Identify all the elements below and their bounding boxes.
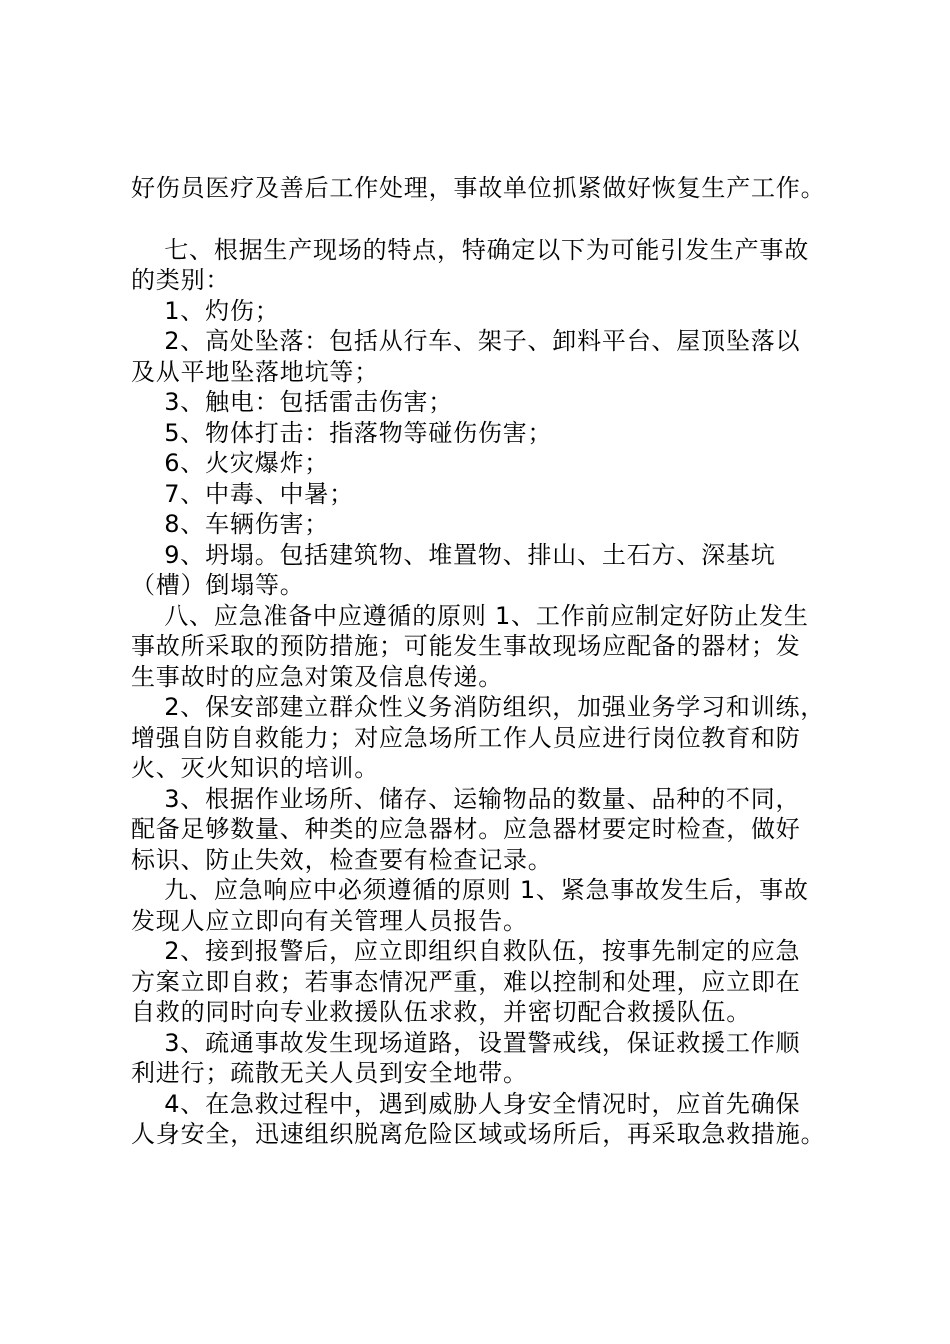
text-line: 6、火灾爆炸；: [131, 449, 330, 477]
text-line: 火、灭火知识的培训。: [131, 754, 379, 782]
text-line: 方案立即自救；若事态情况严重，难以控制和处理，应立即在: [131, 967, 801, 996]
text-line: 3、根据作业场所、储存、运输物品的数量、品种的不同，: [131, 784, 801, 813]
text-line: 的类别：: [131, 266, 231, 294]
text-line: 七、根据生产现场的特点，特确定以下为可能引发生产事故: [131, 235, 810, 264]
text-line: 事故所采取的预防措施；可能发生事故现场应配备的器材；发: [131, 632, 801, 660]
text-line: 3、疏通事故发生现场道路，设置警戒线，保证救援工作顺: [131, 1028, 801, 1057]
text-line: 9、坍塌。包括建筑物、堆置物、排山、土石方、深基坑: [131, 540, 776, 569]
text-line: 配备足够数量、种类的应急器材。应急器材要定时检查，做好: [131, 815, 801, 843]
text-line: 人身安全，迅速组织脱离危险区域或场所后，再采取急救措施。: [131, 1120, 826, 1148]
text-line: 生事故时的应急对策及信息传递。: [131, 662, 503, 691]
text-line: 九、应急响应中必须遵循的原则 1、紧急事故发生后，事故: [131, 876, 809, 904]
text-line: 利进行；疏散无关人员到安全地带。: [131, 1059, 528, 1087]
text-line: 增强自防自救能力；对应急场所工作人员应进行岗位教育和防: [131, 723, 801, 752]
text-line: 自救的同时向专业救援队伍求救，并密切配合救援队伍。: [131, 998, 751, 1026]
document-body: [131, 173, 841, 1150]
text-line: 标识、防止失效，检查要有检查记录。: [131, 845, 553, 874]
text-line: 8、车辆伤害；: [131, 510, 330, 538]
text-line: 5、物体打击：指落物等碰伤伤害；: [131, 418, 553, 447]
text-line: 及从平地坠落地坑等；: [131, 357, 379, 386]
text-line: 2、接到报警后，应立即组织自救队伍，按事先制定的应急: [131, 937, 801, 965]
text-line: 八、应急准备中应遵循的原则 1、工作前应制定好防止发生: [131, 601, 809, 630]
text-line: 3、触电：包括雷击伤害；: [131, 388, 454, 416]
text-line: （槽）倒塌等。: [131, 571, 305, 599]
text-line: 4、在急救过程中，遇到威胁人身安全情况时，应首先确保: [131, 1089, 801, 1118]
text-line: 好伤员医疗及善后工作处理，事故单位抓紧做好恢复生产工作。: [131, 174, 826, 202]
text-line: 7、中毒、中暑；: [131, 479, 354, 508]
text-line: 2、高处坠落：包括从行车、架子、卸料平台、屋顶坠落以: [131, 327, 801, 355]
text-line: 2、保安部建立群众性义务消防组织，加强业务学习和训练，: [131, 693, 826, 721]
text-line: 1、灼伤；: [131, 296, 280, 325]
text-line: 发现人应立即向有关管理人员报告。: [131, 906, 528, 935]
